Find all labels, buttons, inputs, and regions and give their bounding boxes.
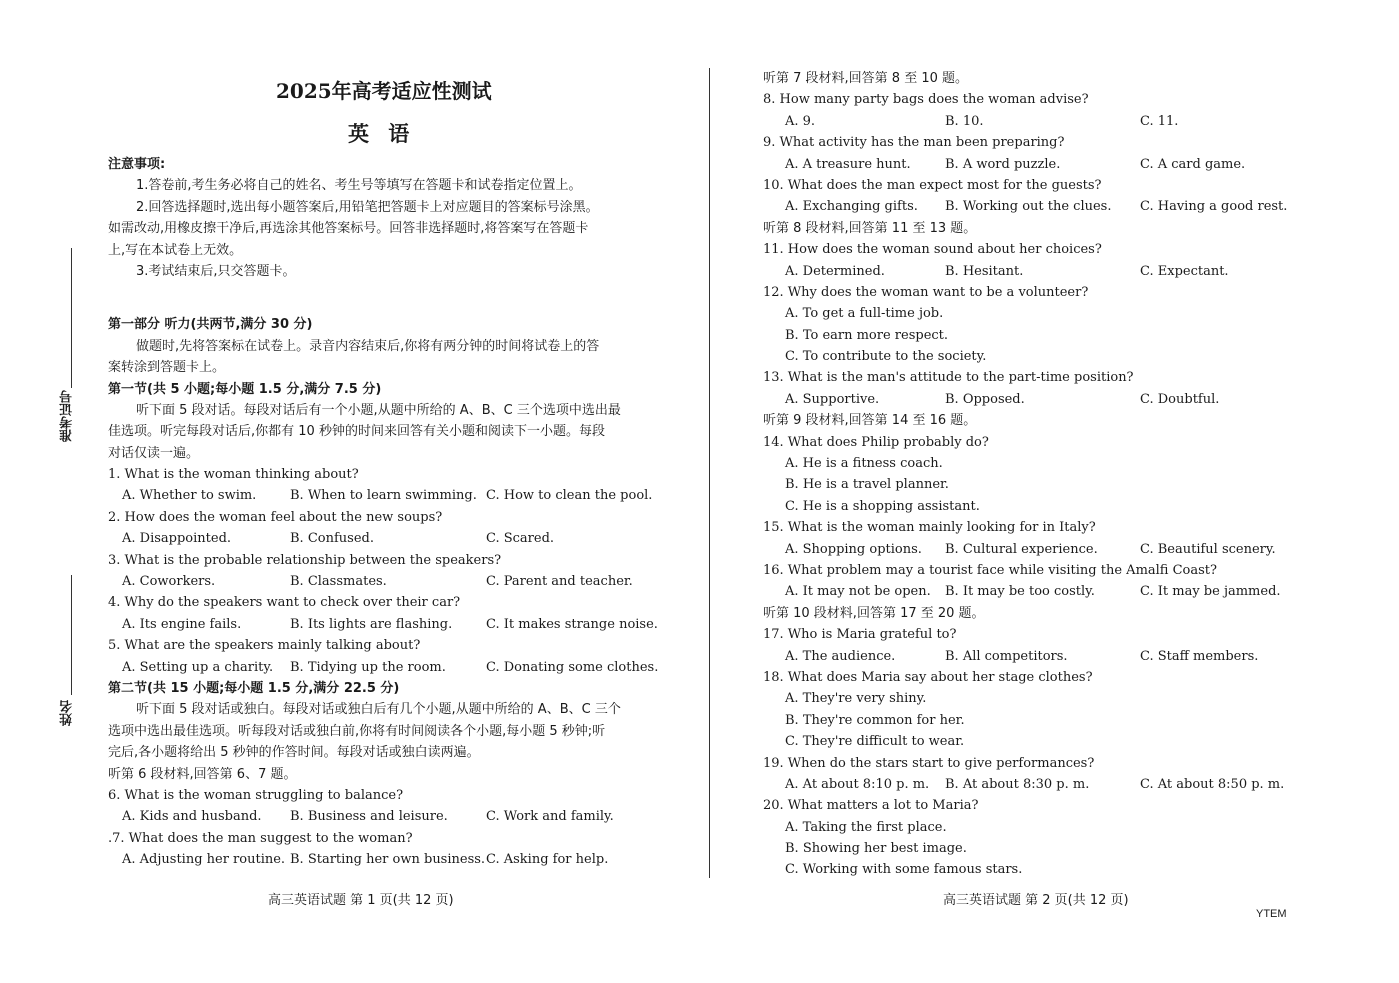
option-a[interactable]: A. The audience. bbox=[785, 648, 896, 664]
option-b[interactable]: B. At about 8:30 p. m. bbox=[945, 776, 1090, 792]
exam-title: 2025年高考适应性测试 bbox=[276, 79, 492, 103]
option-a[interactable]: A. Determined. bbox=[785, 263, 885, 279]
option-c[interactable]: C. Parent and teacher. bbox=[486, 574, 633, 590]
option-a[interactable]: A. Disappointed. bbox=[122, 531, 232, 547]
option-a[interactable]: A. Coworkers. bbox=[122, 574, 216, 590]
note-line: 2.回答选择题时,选出每小题答案后,用铅笔把答题卡上对应题目的答案标号涂黑。 bbox=[136, 199, 599, 215]
material-9-label: 听第 9 段材料,回答第 14 至 16 题。 bbox=[763, 413, 977, 429]
option-c[interactable]: C. Having a good rest. bbox=[1140, 199, 1288, 215]
part1-heading: 第一部分 听力(共两节,满分 30 分) bbox=[108, 317, 313, 333]
right-column bbox=[763, 68, 1363, 881]
exam-number-line bbox=[71, 248, 72, 388]
option-a[interactable]: A. Setting up a charity. bbox=[122, 659, 274, 675]
column-divider bbox=[709, 68, 710, 878]
question-stem: 11. How does the woman sound about her choices? bbox=[763, 242, 1102, 258]
note-line: 如需改动,用橡皮擦干净后,再选涂其他答案标号。回答非选择题时,将答案写在答题卡 bbox=[108, 221, 589, 237]
option-a[interactable]: A. A treasure hunt. bbox=[785, 156, 911, 172]
question-stem: 9. What activity has the man been preparing? bbox=[763, 135, 1065, 151]
option-row bbox=[763, 581, 1363, 602]
option-b[interactable]: B. When to learn swimming. bbox=[290, 488, 477, 504]
option-row bbox=[763, 154, 1363, 175]
option-c[interactable]: C. Work and family. bbox=[486, 809, 614, 825]
option-row bbox=[763, 196, 1363, 217]
question-stem: 14. What does Philip probably do? bbox=[763, 434, 989, 450]
part1-intro-line: 案转涂到答题卡上。 bbox=[108, 360, 226, 376]
option-c[interactable]: C. It may be jammed. bbox=[1140, 584, 1281, 600]
option-row bbox=[108, 657, 668, 678]
option-c[interactable]: C. Beautiful scenery. bbox=[1140, 541, 1276, 557]
option-a[interactable]: A. Kids and husband. bbox=[122, 809, 262, 825]
section1-intro-line: 听下面 5 段对话。每段对话后有一个小题,从题中所给的 A、B、C 三个选项中选出最 bbox=[136, 402, 621, 418]
question-stem: 15. What is the woman mainly looking for in Italy? bbox=[763, 520, 1096, 536]
paper-code: YTEM bbox=[1256, 908, 1287, 920]
option-line[interactable]: B. He is a travel planner. bbox=[785, 477, 949, 493]
option-a[interactable]: A. 9. bbox=[785, 113, 816, 129]
section2-heading: 第二节(共 15 小题;每小题 1.5 分,满分 22.5 分) bbox=[108, 680, 400, 696]
question-stem: 12. Why does the woman want to be a volunteer? bbox=[763, 284, 1089, 300]
option-line[interactable]: B. To earn more respect. bbox=[785, 327, 949, 343]
question-stem: 5. What are the speakers mainly talking about? bbox=[108, 638, 421, 654]
question-stem: 10. What does the man expect most for the guests? bbox=[763, 177, 1102, 193]
question-stem: 20. What matters a lot to Maria? bbox=[763, 798, 979, 814]
option-line[interactable]: A. To get a full-time job. bbox=[785, 306, 944, 322]
option-c[interactable]: C. Staff members. bbox=[1140, 648, 1259, 664]
question-stem: 4. Why do the speakers want to check over their car? bbox=[108, 595, 461, 611]
option-a[interactable]: A. At about 8:10 p. m. bbox=[785, 776, 930, 792]
section1-intro-line: 对话仅读一遍。 bbox=[108, 445, 200, 461]
option-line[interactable]: A. He is a fitness coach. bbox=[785, 456, 943, 472]
option-c[interactable]: C. 11. bbox=[1140, 113, 1179, 129]
option-c[interactable]: C. Asking for help. bbox=[486, 852, 609, 868]
section2-intro-line: 选项中选出最佳选项。听每段对话或独白前,你将有时间阅读各个小题,每小题 5 秒钟;听 bbox=[108, 723, 606, 739]
section2-intro-line: 听下面 5 段对话或独白。每段对话或独白后有几个小题,从题中所给的 A、B、C 三个 bbox=[136, 702, 621, 718]
option-row bbox=[763, 646, 1363, 667]
left-column bbox=[108, 154, 668, 871]
section2-intro-line: 完后,各小题将给出 5 秒钟的作答时间。每段对话或独白读两遍。 bbox=[108, 745, 480, 761]
question-stem: 3. What is the probable relationship between the speakers? bbox=[108, 552, 502, 568]
option-b[interactable]: B. Tidying up the room. bbox=[290, 659, 446, 675]
option-b[interactable]: B. Opposed. bbox=[945, 391, 1025, 407]
option-line[interactable]: C. They're difficult to wear. bbox=[785, 734, 965, 750]
note-line: 1.答卷前,考生务必将自己的姓名、考生号等填写在答题卡和试卷指定位置上。 bbox=[136, 178, 582, 194]
option-c[interactable]: C. How to clean the pool. bbox=[486, 488, 653, 504]
name-line bbox=[71, 575, 72, 695]
question-stem: 1. What is the woman thinking about? bbox=[108, 467, 359, 483]
question-stem: 19. When do the stars start to give performances? bbox=[763, 755, 1095, 771]
name-label: 姓名 bbox=[60, 700, 75, 726]
option-a[interactable]: A. Shopping options. bbox=[785, 541, 922, 557]
option-row bbox=[763, 539, 1363, 560]
material-8-label: 听第 8 段材料,回答第 11 至 13 题。 bbox=[763, 220, 977, 236]
option-row bbox=[108, 806, 668, 827]
option-a[interactable]: A. Supportive. bbox=[785, 391, 880, 407]
option-a[interactable]: A. Its engine fails. bbox=[122, 616, 242, 632]
note-line: 3.考试结束后,只交答题卡。 bbox=[136, 263, 296, 279]
option-b[interactable]: B. Its lights are flashing. bbox=[290, 616, 453, 632]
notes-heading: 注意事项: bbox=[108, 157, 166, 172]
footer-page-1: 高三英语试题 第 1 页(共 12 页) bbox=[268, 893, 454, 908]
question-stem: 17. Who is Maria grateful to? bbox=[763, 627, 957, 643]
option-line[interactable]: C. To contribute to the society. bbox=[785, 349, 987, 365]
option-b[interactable]: B. 10. bbox=[945, 113, 984, 129]
option-a[interactable]: A. Exchanging gifts. bbox=[785, 199, 918, 215]
section1-intro-line: 佳选项。听完每段对话后,你都有 10 秒钟的时间来回答有关小题和阅读下一小题。每段 bbox=[108, 424, 605, 440]
option-a[interactable]: A. It may not be open. bbox=[785, 584, 931, 600]
option-b[interactable]: B. Hesitant. bbox=[945, 263, 1024, 279]
exam-number-label: 准考证号 bbox=[60, 390, 75, 442]
section1-heading: 第一节(共 5 小题;每小题 1.5 分,满分 7.5 分) bbox=[108, 381, 382, 397]
option-c[interactable]: C. Scared. bbox=[486, 531, 555, 547]
question-stem: 8. How many party bags does the woman advise? bbox=[763, 92, 1089, 108]
option-line[interactable]: C. He is a shopping assistant. bbox=[785, 498, 980, 514]
question-stem: 16. What problem may a tourist face while visiting the Amalfi Coast? bbox=[763, 562, 1217, 578]
option-b[interactable]: B. Starting her own business. bbox=[290, 852, 486, 868]
option-c[interactable]: C. A card game. bbox=[1140, 156, 1246, 172]
footer-page-2: 高三英语试题 第 2 页(共 12 页) bbox=[943, 893, 1129, 908]
option-b[interactable]: B. Confused. bbox=[290, 531, 374, 547]
option-row bbox=[108, 614, 668, 635]
part1-intro-line: 做题时,先将答案标在试卷上。录音内容结束后,你将有两分钟的时间将试卷上的答 bbox=[136, 338, 600, 354]
option-b[interactable]: B. A word puzzle. bbox=[945, 156, 1061, 172]
question-stem: 18. What does Maria say about her stage clothes? bbox=[763, 669, 1093, 685]
option-b[interactable]: B. Cultural experience. bbox=[945, 541, 1098, 557]
material-7-label: 听第 7 段材料,回答第 8 至 10 题。 bbox=[763, 71, 969, 86]
question-stem: .7. What does the man suggest to the woman? bbox=[108, 830, 413, 846]
option-line[interactable]: C. Working with some famous stars. bbox=[785, 862, 1023, 878]
note-line: 上,写在本试卷上无效。 bbox=[108, 242, 243, 258]
option-b[interactable]: B. Working out the clues. bbox=[945, 199, 1112, 215]
question-stem: 6. What is the woman struggling to balance? bbox=[108, 787, 404, 803]
option-c[interactable]: C. It makes strange noise. bbox=[486, 616, 658, 632]
material-6-label: 听第 6 段材料,回答第 6、7 题。 bbox=[108, 766, 297, 782]
option-line[interactable]: B. They're common for her. bbox=[785, 712, 965, 728]
option-row bbox=[108, 571, 668, 592]
option-a[interactable]: A. Adjusting her routine. bbox=[122, 852, 286, 868]
option-line[interactable]: A. They're very shiny. bbox=[785, 691, 927, 707]
option-row bbox=[763, 389, 1363, 410]
option-b[interactable]: B. It may be too costly. bbox=[945, 584, 1095, 600]
option-b[interactable]: B. All competitors. bbox=[945, 648, 1068, 664]
option-line[interactable]: A. Taking the first place. bbox=[785, 819, 947, 835]
option-row bbox=[108, 528, 668, 549]
option-c[interactable]: C. Doubtful. bbox=[1140, 391, 1220, 407]
option-c[interactable]: C. Donating some clothes. bbox=[486, 659, 659, 675]
option-row bbox=[108, 485, 668, 506]
subject-title: 英 语 bbox=[348, 122, 416, 146]
option-b[interactable]: B. Classmates. bbox=[290, 574, 387, 590]
option-row bbox=[108, 849, 668, 870]
option-c[interactable]: C. Expectant. bbox=[1140, 263, 1229, 279]
question-stem: 2. How does the woman feel about the new soups? bbox=[108, 509, 443, 525]
option-row bbox=[763, 111, 1363, 132]
question-stem: 13. What is the man's attitude to the part-time position? bbox=[763, 370, 1134, 386]
option-line[interactable]: B. Showing her best image. bbox=[785, 841, 967, 857]
option-a[interactable]: A. Whether to swim. bbox=[122, 488, 257, 504]
option-c[interactable]: C. At about 8:50 p. m. bbox=[1140, 776, 1285, 792]
material-10-label: 听第 10 段材料,回答第 17 至 20 题。 bbox=[763, 605, 985, 621]
option-row bbox=[763, 261, 1363, 282]
option-row bbox=[763, 774, 1363, 795]
option-b[interactable]: B. Business and leisure. bbox=[290, 809, 448, 825]
